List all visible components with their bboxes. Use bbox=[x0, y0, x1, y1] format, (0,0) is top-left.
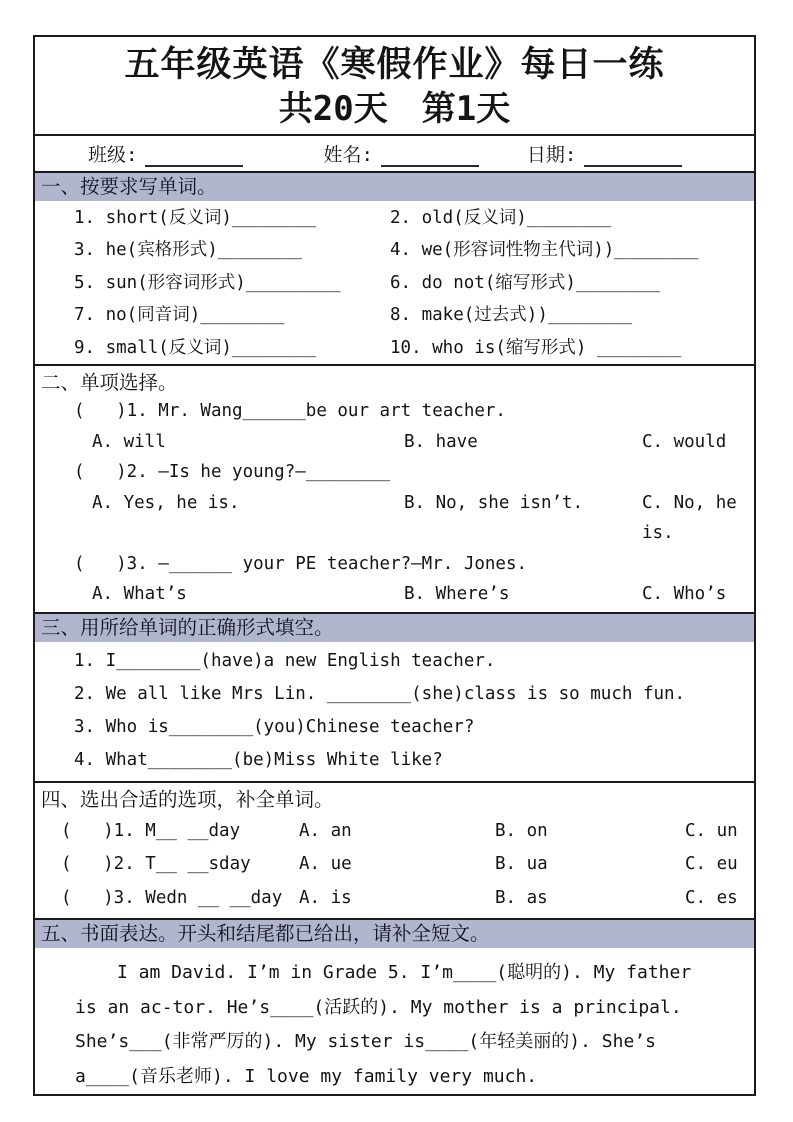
choice-question-1-stem: ( )1. Mr. Wang______be our art teacher. bbox=[74, 401, 506, 421]
section-one-heading: 一、按要求写单词。 bbox=[35, 173, 754, 201]
student-info-row bbox=[35, 136, 754, 173]
worksheet-title: 五年级英语《寒假作业》每日一练 bbox=[124, 45, 665, 85]
section-three-heading: 三、用所给单词的正确形式填空。 bbox=[35, 612, 754, 642]
word-item-6: 6. do not(缩写形式)________ bbox=[390, 272, 661, 293]
word-item-9: 9. small(反义词)________ bbox=[74, 337, 317, 358]
option-b: B. as bbox=[495, 887, 548, 908]
option-c: C. eu bbox=[685, 854, 738, 874]
word-item-10: 10. who is(缩写形式) ________ bbox=[390, 337, 682, 358]
section-five-heading: 五、书面表达。开头和结尾都已给出，请补全短文。 bbox=[35, 918, 754, 948]
option-b: B. have bbox=[404, 431, 478, 452]
fill-item-3: 3. Who is________(you)Chinese teacher? bbox=[74, 716, 475, 737]
class-field bbox=[88, 140, 243, 167]
word-item-2: 2. old(反义词)________ bbox=[390, 207, 612, 228]
title-block bbox=[35, 37, 754, 136]
word-item-7: 7. no(同音词)________ bbox=[74, 305, 285, 325]
name-label: 姓名: bbox=[323, 143, 373, 166]
worksheet-subtitle: 共20天 第1天 bbox=[278, 89, 511, 129]
word-item-3: 3. he(宾格形式)________ bbox=[74, 240, 303, 260]
section-two-heading: 二、单项选择。 bbox=[41, 371, 178, 394]
fill-item-1: 1. I________(have)a new English teacher. bbox=[74, 650, 496, 671]
row-stem: ( )1. M__ __day bbox=[61, 820, 241, 841]
row-stem: ( )3. Wedn __ __day bbox=[61, 887, 283, 908]
option-a: A. ue bbox=[299, 854, 352, 874]
option-c: C. Who’s bbox=[642, 584, 727, 604]
section-one-items bbox=[35, 201, 754, 367]
option-c: C. un bbox=[685, 820, 738, 841]
date-blank bbox=[584, 148, 682, 167]
class-label: 班级: bbox=[88, 143, 138, 166]
option-c: C. es bbox=[685, 887, 738, 908]
option-a: A. Yes, he is. bbox=[92, 492, 240, 513]
word-item-1: 1. short(反义词)________ bbox=[74, 207, 317, 228]
section-three-items bbox=[35, 642, 754, 783]
choice-question-2-options bbox=[35, 488, 754, 549]
row-stem: ( )2. T__ __sday bbox=[61, 854, 251, 874]
word-item-5: 5. sun(形容词形式)_________ bbox=[74, 272, 341, 293]
choice-question-2-stem: ( )2. —Is he young?—________ bbox=[74, 462, 391, 482]
choice-question-3-options bbox=[35, 579, 754, 610]
name-blank bbox=[381, 148, 479, 167]
section-four-heading: 四、选出合适的选项，补全单词。 bbox=[41, 787, 334, 811]
date-field bbox=[527, 140, 682, 167]
choice-question-3-stem: ( )3. —______ your PE teacher?—Mr. Jones. bbox=[74, 553, 528, 574]
option-b: B. No, she isn’t. bbox=[404, 492, 584, 513]
option-a: A. What’s bbox=[92, 584, 187, 604]
option-c: C. No, he is. bbox=[642, 492, 748, 543]
option-a: A. an bbox=[299, 820, 352, 841]
option-b: B. on bbox=[495, 820, 548, 841]
word-item-8: 8. make(过去式))________ bbox=[390, 305, 633, 325]
section-two-questions bbox=[35, 396, 754, 612]
choice-question-1-options bbox=[35, 427, 754, 458]
section-four-rows bbox=[35, 813, 754, 919]
fill-item-4: 4. What________(be)Miss White like? bbox=[74, 749, 443, 770]
fill-item-2: 2. We all like Mrs Lin. ________(she)class is so much fun. bbox=[74, 683, 686, 704]
option-a: A. will bbox=[92, 431, 166, 452]
word-item-4: 4. we(形容词性物主代词))________ bbox=[390, 240, 699, 260]
option-c: C. would bbox=[642, 431, 727, 452]
essay-paragraph: I am David. I’m in Grade 5. I’m____(聪明的). My father is an ac-tor. He’s____(活跃的). My mother is a principal. She’s___(非常严厉的). My sister is____(年轻美丽的). She’s a____(音乐老师). I love my family very much. bbox=[75, 962, 703, 1087]
option-b: B. Where’s bbox=[404, 584, 510, 604]
date-label: 日期: bbox=[526, 143, 577, 166]
worksheet-frame bbox=[33, 35, 756, 1096]
option-b: B. ua bbox=[495, 854, 548, 874]
name-field bbox=[323, 140, 478, 167]
class-blank bbox=[145, 148, 243, 167]
option-a: A. is bbox=[299, 887, 352, 908]
